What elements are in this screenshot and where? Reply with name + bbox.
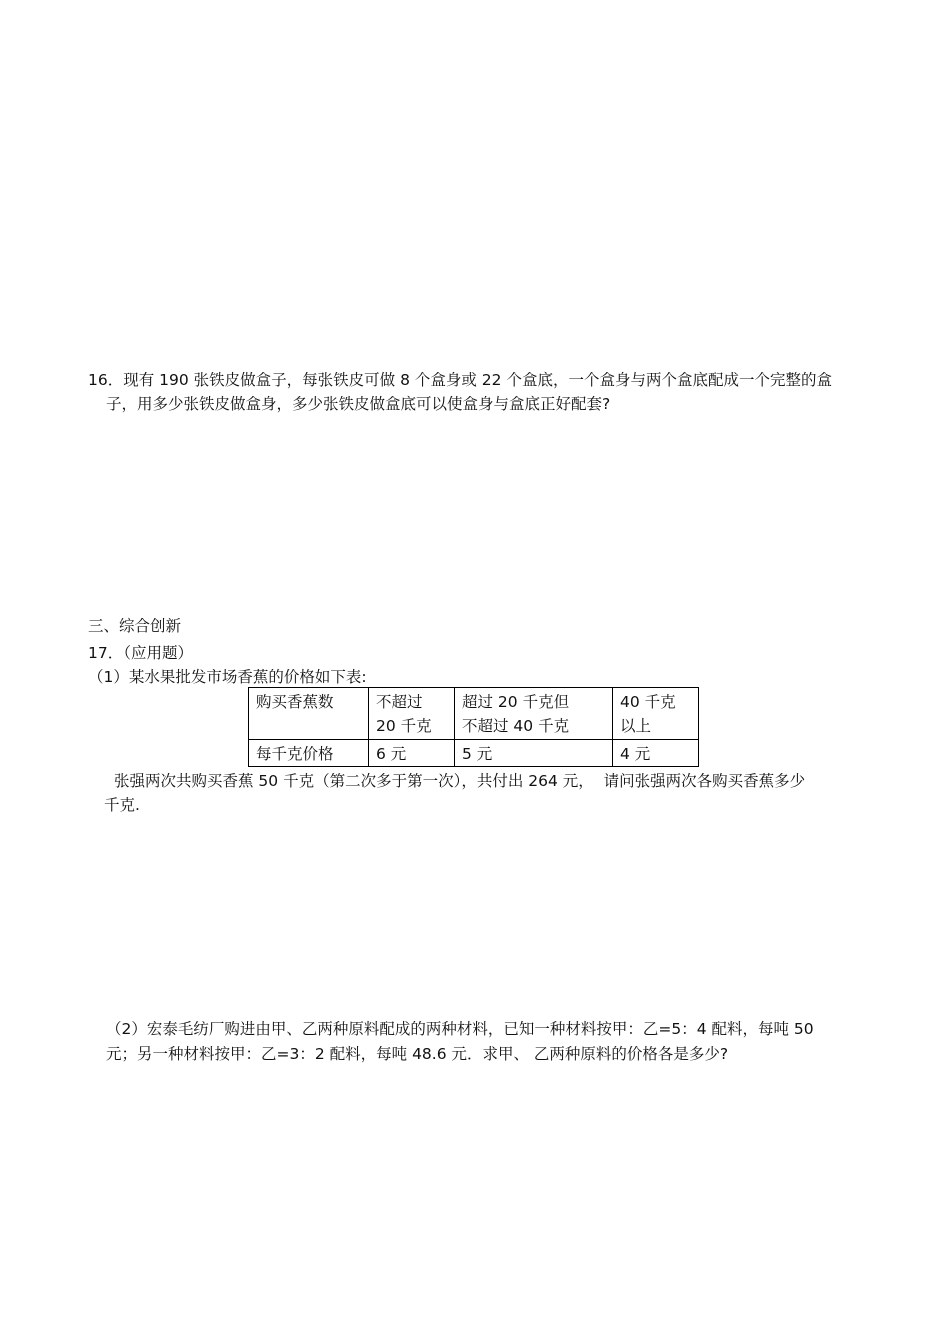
table-row — [249, 688, 699, 740]
table-header-label: 购买香蕉数 — [249, 688, 369, 740]
table-price-1: 6 元 — [369, 740, 455, 767]
q16-line-1: 16．现有 190 张铁皮做盒子，每张铁皮可做 8 个盒身或 22 个盒底，一个盒身与两个盒底配成一个完整的盒 — [88, 371, 832, 389]
table-price-2: 5 元 — [455, 740, 613, 767]
table-col-2: 超过 20 千克但 不超过 40 千克 — [455, 688, 613, 740]
table-price-3: 4 元 — [613, 740, 699, 767]
price-table — [248, 687, 699, 767]
q17-part1-line-1: 张强两次共购买香蕉 50 千克（第二次多于第一次），共付出 264 元， 请问张强两次各购买香蕉多少 — [114, 772, 806, 790]
q17-part1-line-2: 千克. — [104, 796, 140, 814]
q17-part1-intro: （1）某水果批发市场香蕉的价格如下表: — [88, 668, 367, 686]
table-col-3: 40 千克 以上 — [613, 688, 699, 740]
table-col-1: 不超过 20 千克 — [369, 688, 455, 740]
table-row — [249, 740, 699, 767]
q16-line-2: 子，用多少张铁皮做盒身，多少张铁皮做盒底可以使盒身与盒底正好配套? — [106, 395, 611, 413]
table-row2-label: 每千克价格 — [249, 740, 369, 767]
q17-part2-line-2: 元；另一种材料按甲：乙=3：2 配料，每吨 48.6 元．求甲、 乙两种原料的价格各是多少? — [106, 1045, 729, 1063]
section-title: 三、综合创新 — [88, 617, 182, 635]
q17-header: 17．（应用题） — [88, 644, 193, 662]
q17-part2-line-1: （2）宏泰毛纺厂购进由甲、乙两种原料配成的两种材料，已知一种材料按甲：乙=5：4 配料，每吨 50 — [106, 1020, 814, 1038]
